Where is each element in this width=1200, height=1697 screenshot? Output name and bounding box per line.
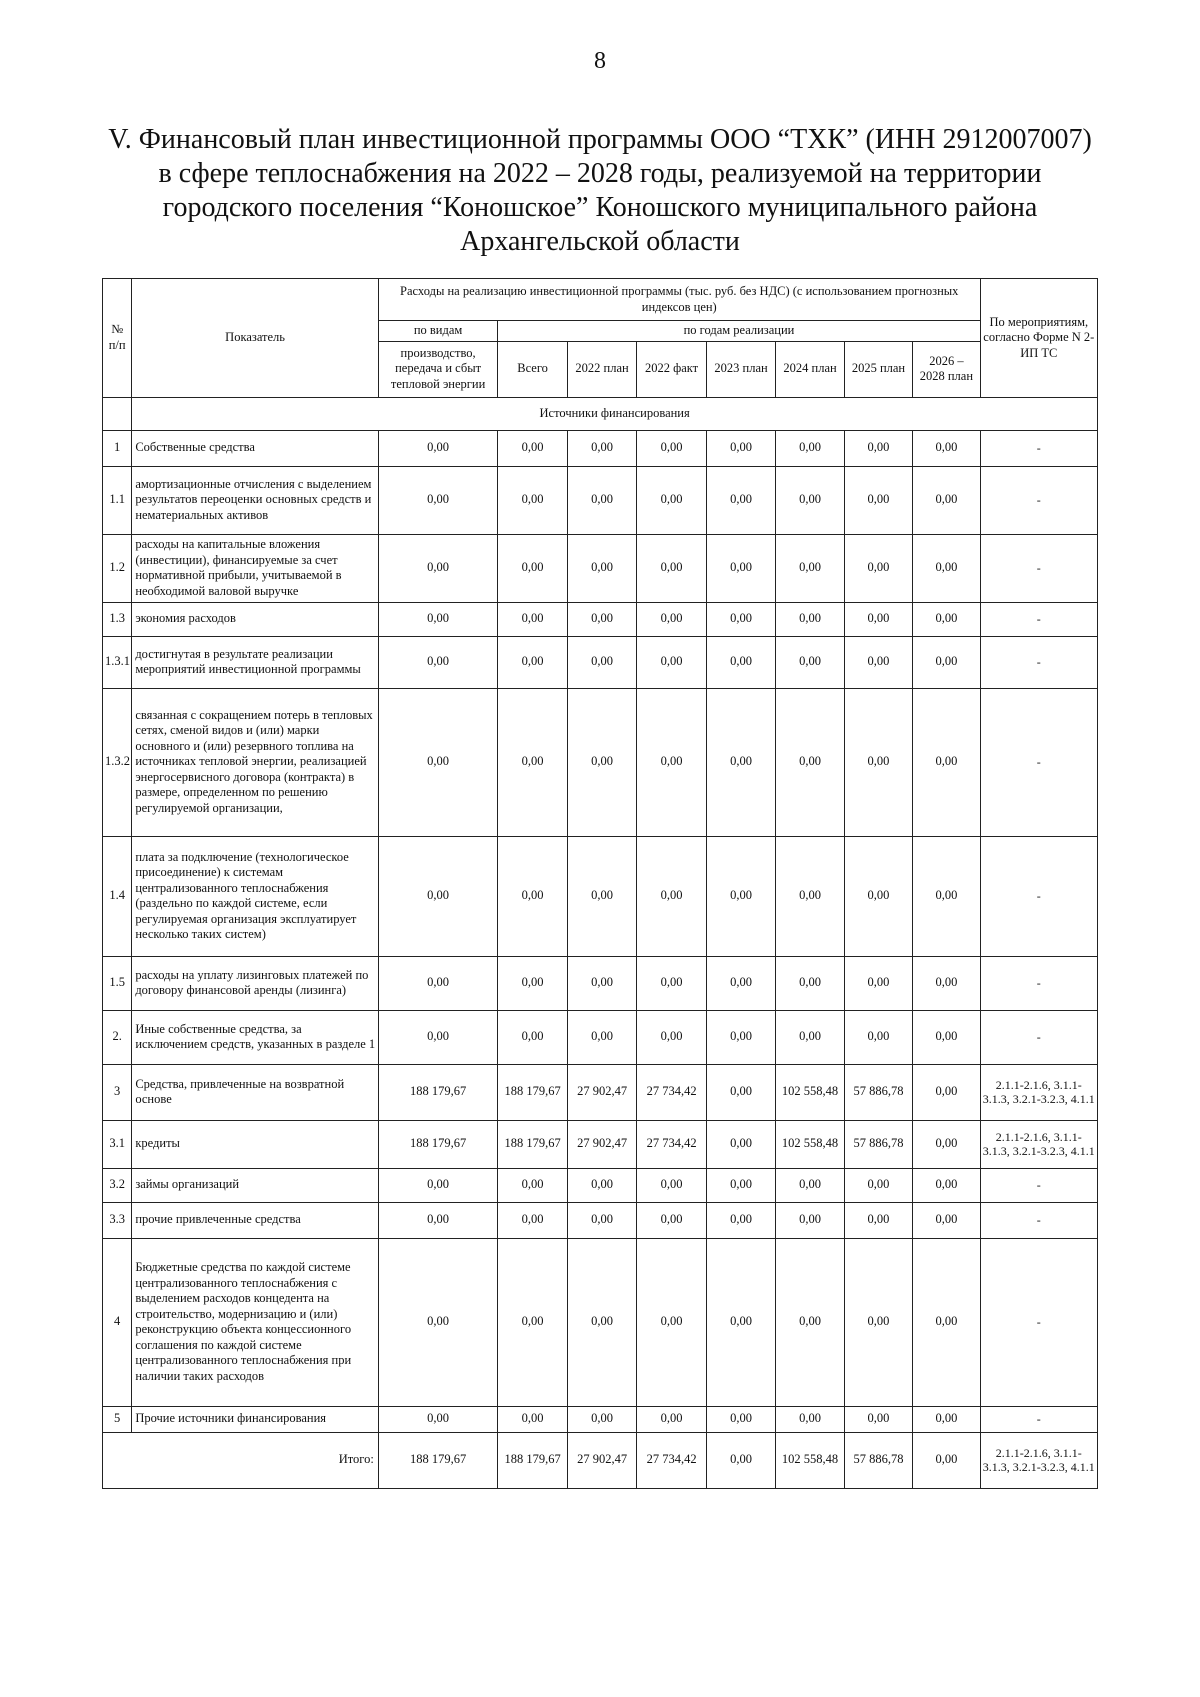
total-cell-p2025: 57 886,78	[844, 1432, 912, 1488]
table-row	[103, 466, 1098, 534]
cell-p2026: 0,00	[913, 466, 980, 534]
cell-prod: 0,00	[378, 602, 497, 636]
cell-p2025: 0,00	[844, 688, 912, 836]
cell-f2022: 0,00	[637, 1406, 707, 1432]
header-expenses: Расходы на реализацию инвестиционной программы (тыс. руб. без НДС) (с использованием прогнозных индексов цен)	[378, 279, 980, 321]
row-indicator: расходы на уплату лизинговых платежей по договору финансовой аренды (лизинга)	[132, 956, 379, 1010]
cell-p2024: 0,00	[776, 1238, 844, 1406]
cell-p2023: 0,00	[706, 1168, 776, 1202]
table-body	[103, 397, 1098, 1488]
cell-p2026: 0,00	[913, 1120, 980, 1168]
cell-prod: 0,00	[378, 836, 497, 956]
cell-total: 0,00	[498, 602, 568, 636]
table-row	[103, 1202, 1098, 1238]
title-line: городского поселения “Коношское” Коношского муниципального района	[162, 192, 1038, 223]
table-row	[103, 1238, 1098, 1406]
cell-prod: 0,00	[378, 636, 497, 688]
cell-p2023: 0,00	[706, 1202, 776, 1238]
cell-prod: 0,00	[378, 1168, 497, 1202]
header-2026-2028-plan: 2026 – 2028 план	[913, 341, 980, 397]
cell-p2024: 0,00	[776, 636, 844, 688]
cell-p2022: 0,00	[567, 956, 637, 1010]
cell-f2022: 0,00	[637, 1202, 707, 1238]
cell-p2022: 0,00	[567, 1202, 637, 1238]
cell-p2025: 0,00	[844, 602, 912, 636]
header-by-measures: По мероприятиям, согласно Форме N 2-ИП ТС	[980, 279, 1097, 398]
cell-total: 0,00	[498, 688, 568, 836]
cell-p2022: 0,00	[567, 602, 637, 636]
row-measures-ref: 2.1.1-2.1.6, 3.1.1-3.1.3, 3.2.1-3.2.3, 4.1.1	[980, 1120, 1097, 1168]
row-indicator: кредиты	[132, 1120, 379, 1168]
row-number: 3.1	[103, 1120, 132, 1168]
cell-prod: 0,00	[378, 1010, 497, 1064]
cell-p2022: 0,00	[567, 430, 637, 466]
row-number: 1.1	[103, 466, 132, 534]
cell-p2026: 0,00	[913, 956, 980, 1010]
cell-p2022: 0,00	[567, 1406, 637, 1432]
cell-p2025: 0,00	[844, 466, 912, 534]
row-measures-ref: -	[980, 836, 1097, 956]
title-line: V. Финансовый план инвестиционной программы ООО “ТХК” (ИНН 2912007007)	[108, 124, 1092, 155]
cell-p2023: 0,00	[706, 534, 776, 602]
row-indicator: экономия расходов	[132, 602, 379, 636]
cell-p2022: 0,00	[567, 836, 637, 956]
cell-p2023: 0,00	[706, 836, 776, 956]
total-cell-p2026: 0,00	[913, 1432, 980, 1488]
cell-p2023: 0,00	[706, 466, 776, 534]
cell-f2022: 27 734,42	[637, 1120, 707, 1168]
row-number: 2.	[103, 1010, 132, 1064]
cell-p2024: 0,00	[776, 956, 844, 1010]
row-number: 1.3.2	[103, 688, 132, 836]
row-indicator: плата за подключение (технологическое присоединение) к системам централизованного теплоснабжения (раздельно по каждой системе, если регулируемая организация эксплуатирует несколько таких систем)	[132, 836, 379, 956]
cell-f2022: 0,00	[637, 602, 707, 636]
row-number: 1.5	[103, 956, 132, 1010]
cell-total: 0,00	[498, 836, 568, 956]
table-row	[103, 688, 1098, 836]
row-measures-ref: -	[980, 688, 1097, 836]
row-number: 1.3	[103, 602, 132, 636]
cell-p2023: 0,00	[706, 430, 776, 466]
table-row	[103, 1120, 1098, 1168]
cell-p2023: 0,00	[706, 1238, 776, 1406]
total-cell-prod: 188 179,67	[378, 1432, 497, 1488]
row-measures-ref: -	[980, 956, 1097, 1010]
row-indicator: амортизационные отчисления с выделением результатов переоценки основных средств и нематериальных активов	[132, 466, 379, 534]
cell-p2025: 57 886,78	[844, 1064, 912, 1120]
row-indicator: займы организаций	[132, 1168, 379, 1202]
row-measures-ref: -	[980, 636, 1097, 688]
cell-p2025: 0,00	[844, 1202, 912, 1238]
total-measures-ref: 2.1.1-2.1.6, 3.1.1-3.1.3, 3.2.1-3.2.3, 4.1.1	[980, 1432, 1097, 1488]
total-cell-total: 188 179,67	[498, 1432, 568, 1488]
cell-p2023: 0,00	[706, 602, 776, 636]
cell-p2022: 0,00	[567, 1010, 637, 1064]
cell-p2025: 0,00	[844, 430, 912, 466]
cell-prod: 0,00	[378, 1202, 497, 1238]
cell-p2024: 0,00	[776, 534, 844, 602]
cell-f2022: 0,00	[637, 430, 707, 466]
cell-f2022: 0,00	[637, 466, 707, 534]
cell-p2026: 0,00	[913, 1406, 980, 1432]
page-title	[90, 123, 1110, 259]
row-measures-ref: -	[980, 1202, 1097, 1238]
cell-p2023: 0,00	[706, 636, 776, 688]
cell-p2025: 0,00	[844, 534, 912, 602]
cell-p2023: 0,00	[706, 688, 776, 836]
row-measures-ref: 2.1.1-2.1.6, 3.1.1-3.1.3, 3.2.1-3.2.3, 4.1.1	[980, 1064, 1097, 1120]
cell-p2024: 0,00	[776, 602, 844, 636]
row-measures-ref: -	[980, 430, 1097, 466]
cell-p2024: 0,00	[776, 466, 844, 534]
cell-p2024: 0,00	[776, 1202, 844, 1238]
cell-f2022: 0,00	[637, 534, 707, 602]
cell-p2022: 0,00	[567, 688, 637, 836]
table-row	[103, 636, 1098, 688]
cell-p2026: 0,00	[913, 636, 980, 688]
cell-p2026: 0,00	[913, 430, 980, 466]
cell-p2026: 0,00	[913, 1238, 980, 1406]
cell-prod: 0,00	[378, 1406, 497, 1432]
row-indicator: Бюджетные средства по каждой системе централизованного теплоснабжения с выделением расходов концедента на строительство, модернизацию и (или) реконструкцию объекта концессионного соглашения по каждой системе централизованного теплоснабжения при наличии таких расходов	[132, 1238, 379, 1406]
cell-p2022: 27 902,47	[567, 1064, 637, 1120]
cell-prod: 0,00	[378, 534, 497, 602]
row-measures-ref: -	[980, 466, 1097, 534]
cell-p2024: 102 558,48	[776, 1120, 844, 1168]
row-measures-ref: -	[980, 1168, 1097, 1202]
header-2022-fact: 2022 факт	[637, 341, 707, 397]
cell-f2022: 27 734,42	[637, 1064, 707, 1120]
table-row	[103, 1064, 1098, 1120]
table-row	[103, 430, 1098, 466]
header-2025-plan: 2025 план	[844, 341, 912, 397]
cell-p2022: 0,00	[567, 534, 637, 602]
cell-p2023: 0,00	[706, 956, 776, 1010]
cell-p2024: 0,00	[776, 1010, 844, 1064]
cell-p2025: 0,00	[844, 1010, 912, 1064]
cell-prod: 188 179,67	[378, 1120, 497, 1168]
header-2024-plan: 2024 план	[776, 341, 844, 397]
financial-plan-table	[102, 278, 1098, 1489]
cell-p2025: 0,00	[844, 1238, 912, 1406]
row-measures-ref: -	[980, 602, 1097, 636]
cell-p2025: 0,00	[844, 636, 912, 688]
cell-f2022: 0,00	[637, 1238, 707, 1406]
cell-p2025: 0,00	[844, 1406, 912, 1432]
row-number: 3	[103, 1064, 132, 1120]
row-indicator: расходы на капитальные вложения (инвестиции), финансируемые за счет нормативной прибыли, учитываемой в необходимой валовой выручке	[132, 534, 379, 602]
row-measures-ref: -	[980, 1010, 1097, 1064]
header-indicator: Показатель	[132, 279, 379, 398]
row-number: 5	[103, 1406, 132, 1432]
cell-total: 188 179,67	[498, 1064, 568, 1120]
cell-total: 0,00	[498, 1406, 568, 1432]
cell-f2022: 0,00	[637, 1010, 707, 1064]
cell-p2026: 0,00	[913, 1064, 980, 1120]
row-indicator: достигнутая в результате реализации мероприятий инвестиционной программы	[132, 636, 379, 688]
row-indicator: Собственные средства	[132, 430, 379, 466]
cell-p2025: 0,00	[844, 1168, 912, 1202]
cell-p2024: 0,00	[776, 1406, 844, 1432]
cell-p2026: 0,00	[913, 1010, 980, 1064]
cell-total: 0,00	[498, 466, 568, 534]
row-indicator: Иные собственные средства, за исключением средств, указанных в разделе 1	[132, 1010, 379, 1064]
cell-total: 0,00	[498, 534, 568, 602]
table-row	[103, 956, 1098, 1010]
cell-p2022: 27 902,47	[567, 1120, 637, 1168]
cell-prod: 0,00	[378, 430, 497, 466]
row-number: 1.4	[103, 836, 132, 956]
cell-p2022: 0,00	[567, 466, 637, 534]
cell-p2024: 0,00	[776, 1168, 844, 1202]
total-cell-p2024: 102 558,48	[776, 1432, 844, 1488]
title-line: в сфере теплоснабжения на 2022 – 2028 годы, реализуемой на территории	[158, 158, 1042, 189]
cell-prod: 0,00	[378, 1238, 497, 1406]
title-line: Архангельской области	[460, 226, 740, 257]
section-spacer	[103, 397, 132, 430]
header-2023-plan: 2023 план	[706, 341, 776, 397]
cell-p2024: 0,00	[776, 688, 844, 836]
cell-total: 0,00	[498, 1010, 568, 1064]
cell-p2023: 0,00	[706, 1010, 776, 1064]
table-row	[103, 534, 1098, 602]
cell-total: 0,00	[498, 956, 568, 1010]
row-indicator: Прочие источники финансирования	[132, 1406, 379, 1432]
total-cell-f2022: 27 734,42	[637, 1432, 707, 1488]
cell-p2026: 0,00	[913, 1168, 980, 1202]
cell-prod: 0,00	[378, 466, 497, 534]
header-total: Всего	[498, 341, 568, 397]
table-row	[103, 1406, 1098, 1432]
cell-p2025: 0,00	[844, 956, 912, 1010]
table-row	[103, 836, 1098, 956]
row-indicator: прочие привлеченные средства	[132, 1202, 379, 1238]
cell-total: 0,00	[498, 1168, 568, 1202]
header-2022-plan: 2022 план	[567, 341, 637, 397]
row-number: 1.3.1	[103, 636, 132, 688]
page-number: 8	[594, 48, 606, 74]
cell-prod: 0,00	[378, 688, 497, 836]
cell-prod: 188 179,67	[378, 1064, 497, 1120]
cell-total: 188 179,67	[498, 1120, 568, 1168]
total-label: Итого:	[103, 1432, 379, 1488]
cell-f2022: 0,00	[637, 956, 707, 1010]
cell-total: 0,00	[498, 1238, 568, 1406]
header-by-years: по годам реализации	[498, 321, 980, 342]
table-row	[103, 602, 1098, 636]
cell-p2023: 0,00	[706, 1120, 776, 1168]
total-cell-p2022: 27 902,47	[567, 1432, 637, 1488]
row-indicator: связанная с сокращением потерь в тепловых сетях, сменой видов и (или) марки основного и (или) резервного топлива на источниках тепловой энергии, реализацией энергосервисного договора (контракта) в размере, определенном по решению регулируемой организации,	[132, 688, 379, 836]
cell-f2022: 0,00	[637, 636, 707, 688]
row-measures-ref: -	[980, 534, 1097, 602]
cell-total: 0,00	[498, 430, 568, 466]
cell-prod: 0,00	[378, 956, 497, 1010]
cell-p2022: 0,00	[567, 1168, 637, 1202]
cell-p2025: 0,00	[844, 836, 912, 956]
cell-p2022: 0,00	[567, 636, 637, 688]
row-number: 3.3	[103, 1202, 132, 1238]
section-title: Источники финансирования	[132, 397, 1098, 430]
header-num: № п/п	[103, 279, 132, 398]
cell-p2024: 0,00	[776, 430, 844, 466]
row-number: 1.2	[103, 534, 132, 602]
header-production: производство, передача и сбыт тепловой энергии	[378, 341, 497, 397]
cell-total: 0,00	[498, 1202, 568, 1238]
section-row	[103, 397, 1098, 430]
row-number: 4	[103, 1238, 132, 1406]
row-indicator: Средства, привлеченные на возвратной основе	[132, 1064, 379, 1120]
row-number: 1	[103, 430, 132, 466]
cell-p2026: 0,00	[913, 688, 980, 836]
cell-p2026: 0,00	[913, 534, 980, 602]
cell-total: 0,00	[498, 636, 568, 688]
cell-f2022: 0,00	[637, 688, 707, 836]
cell-f2022: 0,00	[637, 836, 707, 956]
table-row	[103, 1010, 1098, 1064]
cell-p2022: 0,00	[567, 1238, 637, 1406]
cell-p2026: 0,00	[913, 602, 980, 636]
cell-p2026: 0,00	[913, 1202, 980, 1238]
header-by-types: по видам	[378, 321, 497, 342]
cell-f2022: 0,00	[637, 1168, 707, 1202]
row-measures-ref: -	[980, 1406, 1097, 1432]
cell-p2023: 0,00	[706, 1064, 776, 1120]
cell-p2024: 102 558,48	[776, 1064, 844, 1120]
cell-p2024: 0,00	[776, 836, 844, 956]
cell-p2025: 57 886,78	[844, 1120, 912, 1168]
cell-p2023: 0,00	[706, 1406, 776, 1432]
table-row	[103, 1168, 1098, 1202]
row-measures-ref: -	[980, 1238, 1097, 1406]
total-row	[103, 1432, 1098, 1488]
total-cell-p2023: 0,00	[706, 1432, 776, 1488]
row-number: 3.2	[103, 1168, 132, 1202]
cell-p2026: 0,00	[913, 836, 980, 956]
